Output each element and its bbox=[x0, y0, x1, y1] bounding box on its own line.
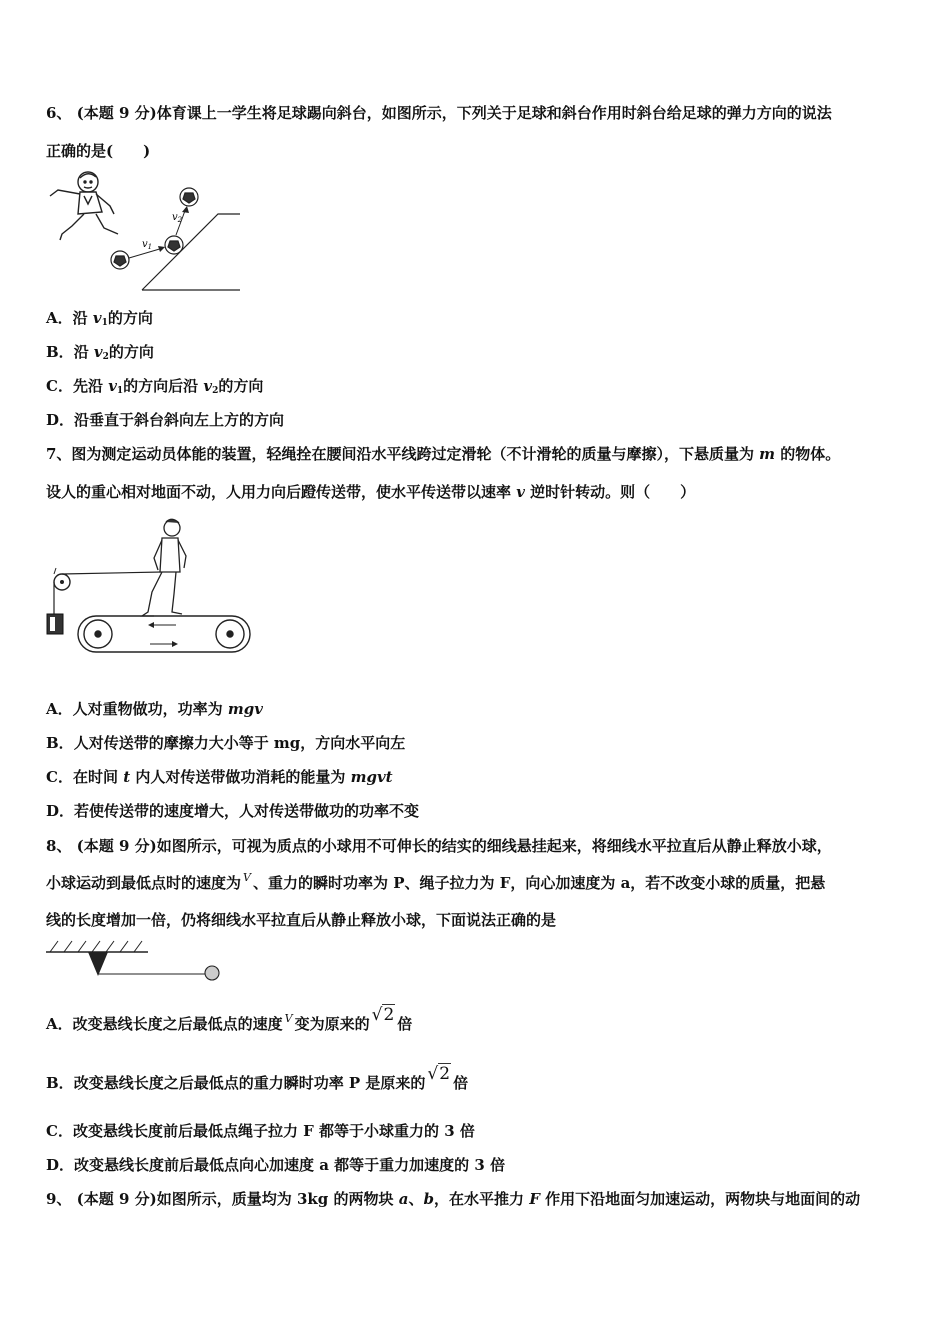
q7-figure-treadmill bbox=[44, 512, 252, 662]
option-letter: A． bbox=[46, 1015, 73, 1033]
q7-option-a: A．人对重物做功，功率为 mgv bbox=[46, 700, 263, 718]
football-ball-3 bbox=[180, 188, 198, 206]
option-letter: D． bbox=[46, 802, 75, 820]
velocity-symbol: V bbox=[243, 871, 251, 884]
q7-option-d: D．若使传送带的速度增大，人对传送带做功的功率不变 bbox=[46, 802, 420, 820]
q8-stem-line3: 线的长度增加一倍，仍将细线水平拉直后从静止释放小球，下面说法正确的是 bbox=[46, 911, 557, 929]
option-letter: A． bbox=[46, 700, 73, 718]
q6-figure-football-slope bbox=[44, 170, 244, 292]
q7-stem-line1: 7、图为测定运动员体能的装置，轻绳拴在腰间沿水平线跨过定滑轮（不计滑轮的质量与摩擦），下悬质量为 m 的物体。 bbox=[46, 445, 841, 463]
v1-label: $v_1$ bbox=[142, 239, 153, 251]
q9-stem-line1: 9、 (本题 9 分)如图所示，质量均为 3kg 的两物块 a、b，在水平推力 F 作用下沿地面匀加速运动，两物块与地面间的动 bbox=[46, 1190, 861, 1208]
football-ball-2 bbox=[165, 236, 183, 254]
option-letter: B． bbox=[46, 1074, 74, 1092]
q6-stem-line2: 正确的是( ) bbox=[46, 142, 151, 160]
option-letter: A． bbox=[46, 309, 73, 327]
option-letter: D． bbox=[46, 411, 75, 429]
sqrt-symbol: √2 bbox=[371, 1005, 395, 1025]
q8-option-b: B．改变悬线长度之后最低点的重力瞬时功率 P 是原来的 √2 倍 bbox=[46, 1064, 469, 1092]
sqrt-symbol: √2 bbox=[427, 1064, 451, 1084]
conveyor-belt bbox=[78, 616, 250, 652]
q8-option-c: C．改变悬线长度前后最低点绳子拉力 F 都等于小球重力的 3 倍 bbox=[46, 1122, 475, 1140]
velocity-symbol: V bbox=[284, 1012, 293, 1025]
student-figure bbox=[50, 172, 118, 240]
football-ball-1 bbox=[111, 251, 129, 269]
v2-label: $v_2$ bbox=[172, 212, 183, 224]
q7-option-c: C．在时间 t 内人对传送带做功消耗的能量为 mgvt bbox=[46, 768, 393, 786]
option-letter: C． bbox=[46, 768, 73, 786]
q8-stem-line1: 8、 (本题 9 分)如图所示，可视为质点的小球用不可伸长的结实的细线悬挂起来，将细线水平拉直后从静止释放小球， bbox=[46, 837, 832, 855]
q6-option-a: A．沿 $v_1$的方向 bbox=[46, 309, 153, 328]
option-letter: D． bbox=[46, 1156, 75, 1174]
option-letter: C． bbox=[46, 1122, 73, 1140]
person-figure bbox=[142, 519, 186, 616]
pivot-wedge bbox=[88, 952, 108, 976]
option-letter: C． bbox=[46, 377, 73, 395]
q8-option-d: D．改变悬线长度前后最低点向心加速度 a 都等于重力加速度的 3 倍 bbox=[46, 1156, 506, 1174]
q6-option-b: B．沿 $v_2$的方向 bbox=[46, 343, 154, 362]
q6-option-c: C．先沿 $v_1$的方向后沿 $v_2$的方向 bbox=[46, 377, 264, 396]
q6-option-d: D．沿垂直于斜台斜向左上方的方向 bbox=[46, 411, 285, 429]
q6-stem-line1: 6、 (本题 9 分)体育课上一学生将足球踢向斜台，如图所示，下列关于足球和斜台作用时斜台给足球的弹力方向的说法 bbox=[46, 104, 832, 122]
q7-stem-line2: 设人的重心相对地面不动，人用力向后蹬传送带，使水平传送带以速率 v 逆时针转动。则（ ） bbox=[46, 483, 696, 501]
q7-option-b: B．人对传送带的摩擦力大小等于 mg，方向水平向左 bbox=[46, 734, 406, 752]
q8-option-a: A．改变悬线长度之后最低点的速度 $^V$ 变为原来的 √2 倍 bbox=[46, 1005, 413, 1033]
pendulum-ball bbox=[205, 966, 219, 980]
option-letter: B． bbox=[46, 343, 74, 361]
q8-figure-pendulum bbox=[44, 938, 228, 986]
q8-stem-line2: 小球运动到最低点时的速度为 $^V$ 、重力的瞬时功率为 P、绳子拉力为 F，向心加速度为 a，若不改变小球的质量，把悬 bbox=[46, 871, 826, 892]
option-letter: B． bbox=[46, 734, 74, 752]
